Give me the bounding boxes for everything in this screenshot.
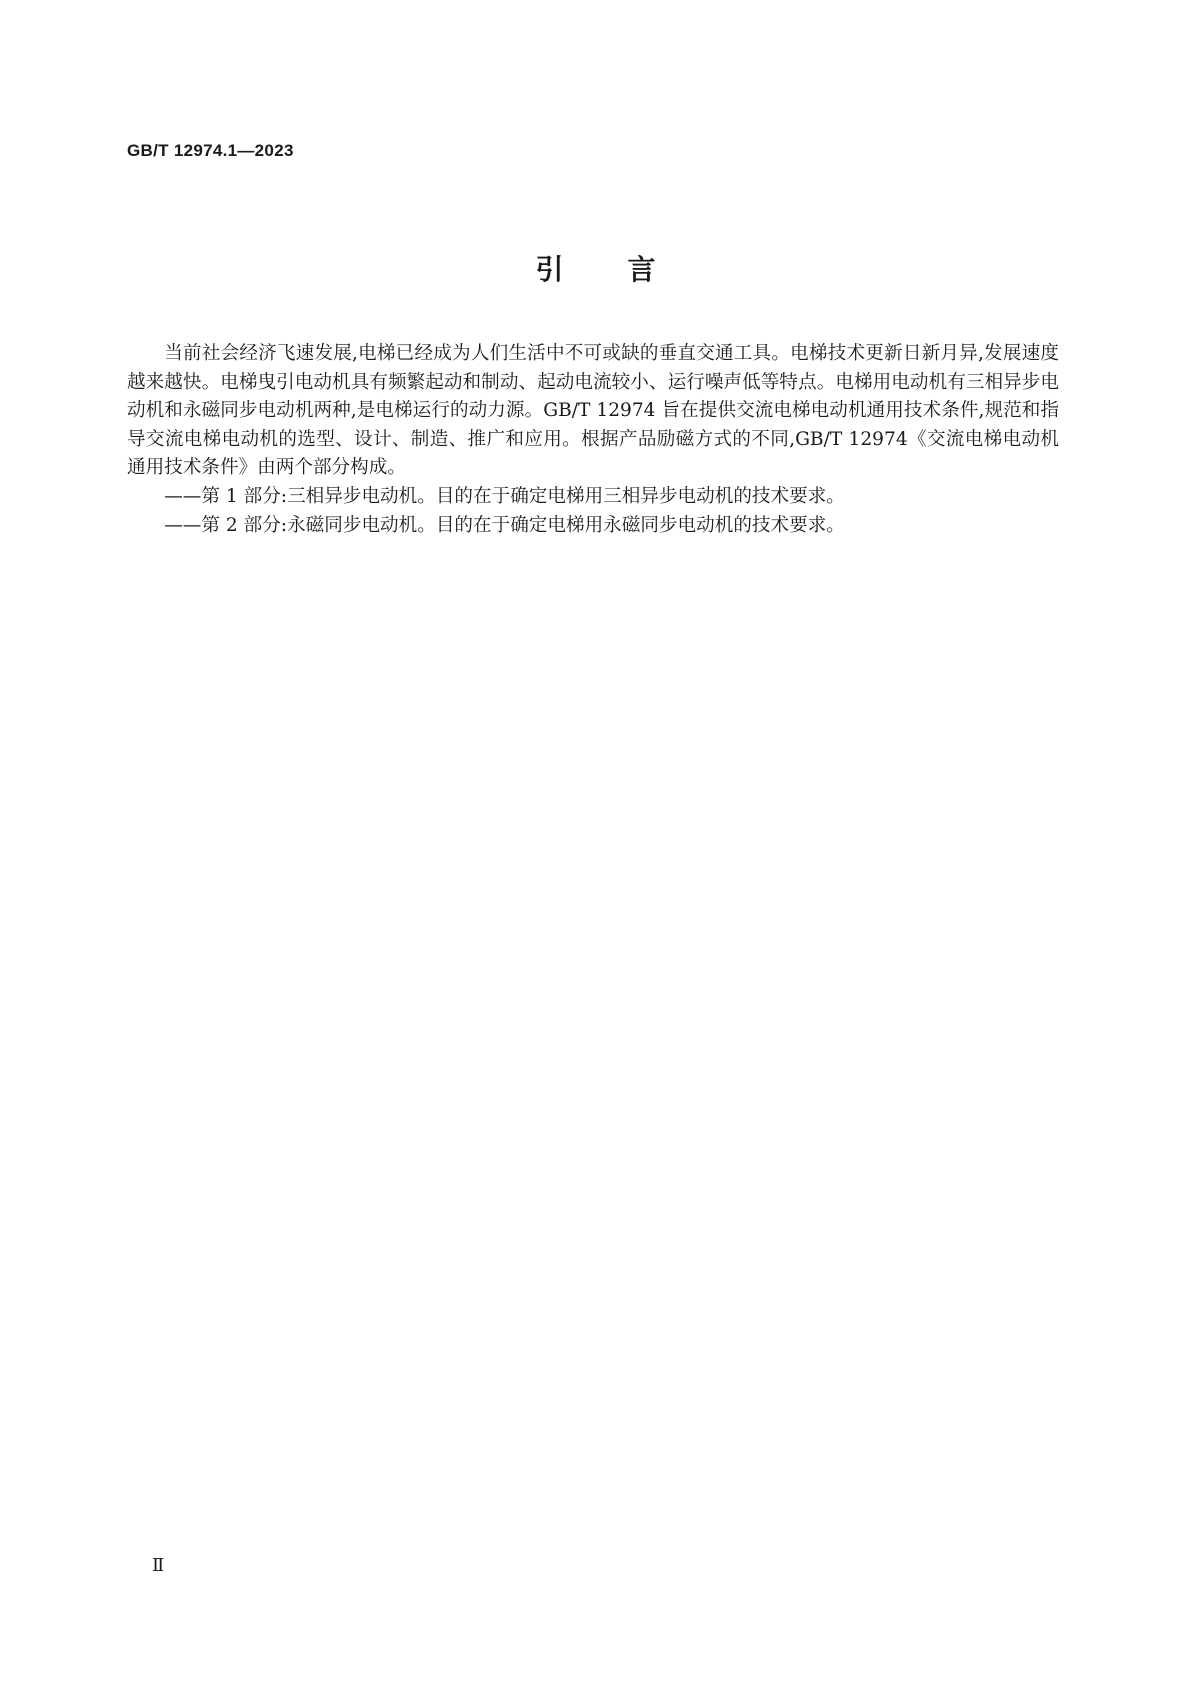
section-title: 引言 [535,253,720,286]
standard-code-header: GB/T 12974.1—2023 [127,141,294,160]
part-1-item: ——第 1 部分:三相异步电动机。目的在于确定电梯用三相异步电动机的技术要求。 [164,485,845,507]
introduction-body [127,340,1059,540]
introduction-paragraph: 当前社会经济飞速发展,电梯已经成为人们生活中不可或缺的垂直交通工具。电梯技术更新日新月异,发展速度越来越快。电梯曳引电动机具有频繁起动和制动、起动电流较小、运行噪声低等特点。电梯用电动机有三相异步电动机和永磁同步电动机两种,是电梯运行的动力源。GB/T 12974 旨在提供交流电梯电动机通用技术条件,规范和指导交流电梯电动机的选型、设计、制造、推广和应用。根据产品励磁方式的不同,GB/T 12974《交流电梯电动机通用技术条件》由两个部分构成。 [127,343,1059,479]
part-2-item: ——第 2 部分:永磁同步电动机。目的在于确定电梯用永磁同步电动机的技术要求。 [164,514,845,536]
page-number: Ⅱ [152,1555,165,1576]
